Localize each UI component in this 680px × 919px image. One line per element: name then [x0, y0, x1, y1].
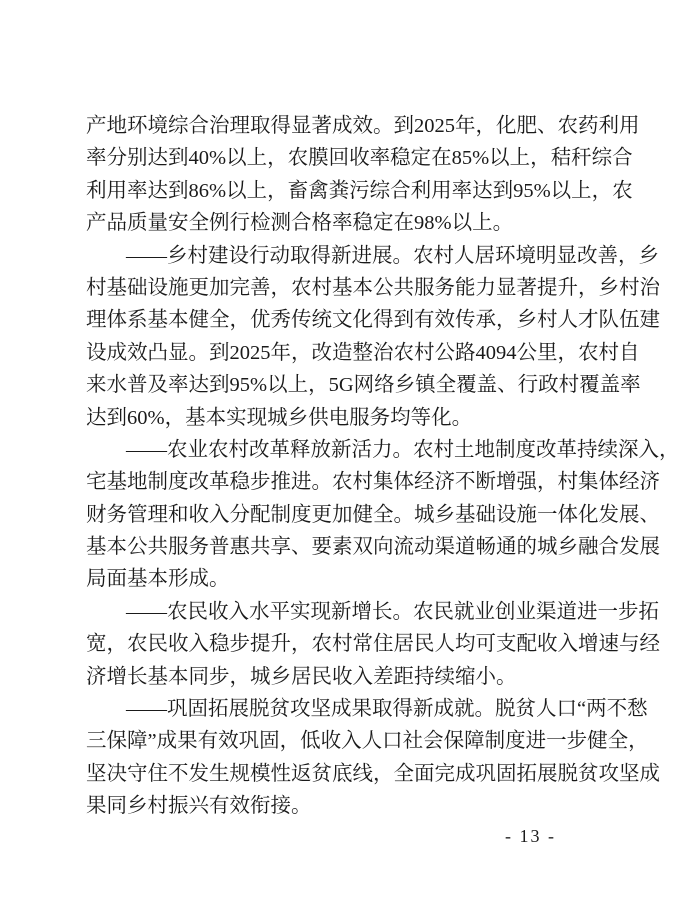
text-line: 利用率达到86%以上，畜禽粪污综合利用率达到95%以上，农: [86, 179, 633, 202]
text-line: 坚决守住不发生规模性返贫底线，全面完成巩固拓展脱贫攻坚成: [86, 762, 660, 785]
paragraph: [86, 693, 660, 823]
text-line: ——农民收入水平实现新增长。农民就业创业渠道进一步拓: [126, 600, 659, 623]
paragraph: [86, 240, 660, 434]
text-line: 产地环境综合治理取得显著成效。到2025年，化肥、农药利用: [86, 115, 640, 137]
text-line: 设成效凸显。到2025年，改造整治农村公路4094公里，农村自: [86, 341, 640, 364]
text-line: 达到60%，基本实现城乡供电服务均等化。: [86, 406, 473, 429]
text-line: 宽，农民收入稳步提升，农村常住居民人均可支配收入增速与经: [86, 633, 660, 656]
text-line: 来水普及率达到95%以上，5G网络乡镇全覆盖、行政村覆盖率: [86, 374, 641, 397]
text-line: ——巩固拓展脱贫攻坚成果取得新成就。脱贫人口“两不愁: [126, 698, 648, 721]
text-line: 果同乡村振兴有效衔接。: [86, 795, 312, 818]
text-line: 产品质量安全例行检测合格率稳定在98%以上。: [86, 212, 514, 235]
text-line: 财务管理和收入分配制度更加健全。城乡基础设施一体化发展、: [86, 503, 660, 526]
paragraph: [86, 110, 640, 240]
text-line: 理体系基本健全，优秀传统文化得到有效传承，乡村人才队伍建: [86, 309, 660, 332]
text-line: ——乡村建设行动取得新进展。农村人居环境明显改善，乡: [126, 244, 659, 267]
text-line: 三保障”成果有效巩固，低收入人口社会保障制度进一步健全，: [86, 730, 649, 753]
text-line: 率分别达到40%以上，农膜回收率稳定在85%以上，秸秆综合: [86, 147, 633, 170]
text-line: ——农业农村改革释放新活力。农村土地制度改革持续深入，: [126, 438, 680, 461]
paragraph: [86, 596, 660, 693]
text-line: 宅基地制度改革稳步推进。农村集体经济不断增强，村集体经济: [86, 471, 660, 494]
paragraph: [86, 434, 680, 596]
text-line: 局面基本形成。: [86, 568, 230, 591]
text-line: 村基础设施更加完善，农村基本公共服务能力显著提升，乡村治: [86, 276, 660, 299]
text-line: 济增长基本同步，城乡居民收入差距持续缩小。: [86, 665, 517, 688]
text-line: 基本公共服务普惠共享、要素双向流动渠道畅通的城乡融合发展: [86, 536, 660, 559]
document-body: [86, 110, 680, 823]
page-number: - 13 -: [505, 826, 556, 846]
